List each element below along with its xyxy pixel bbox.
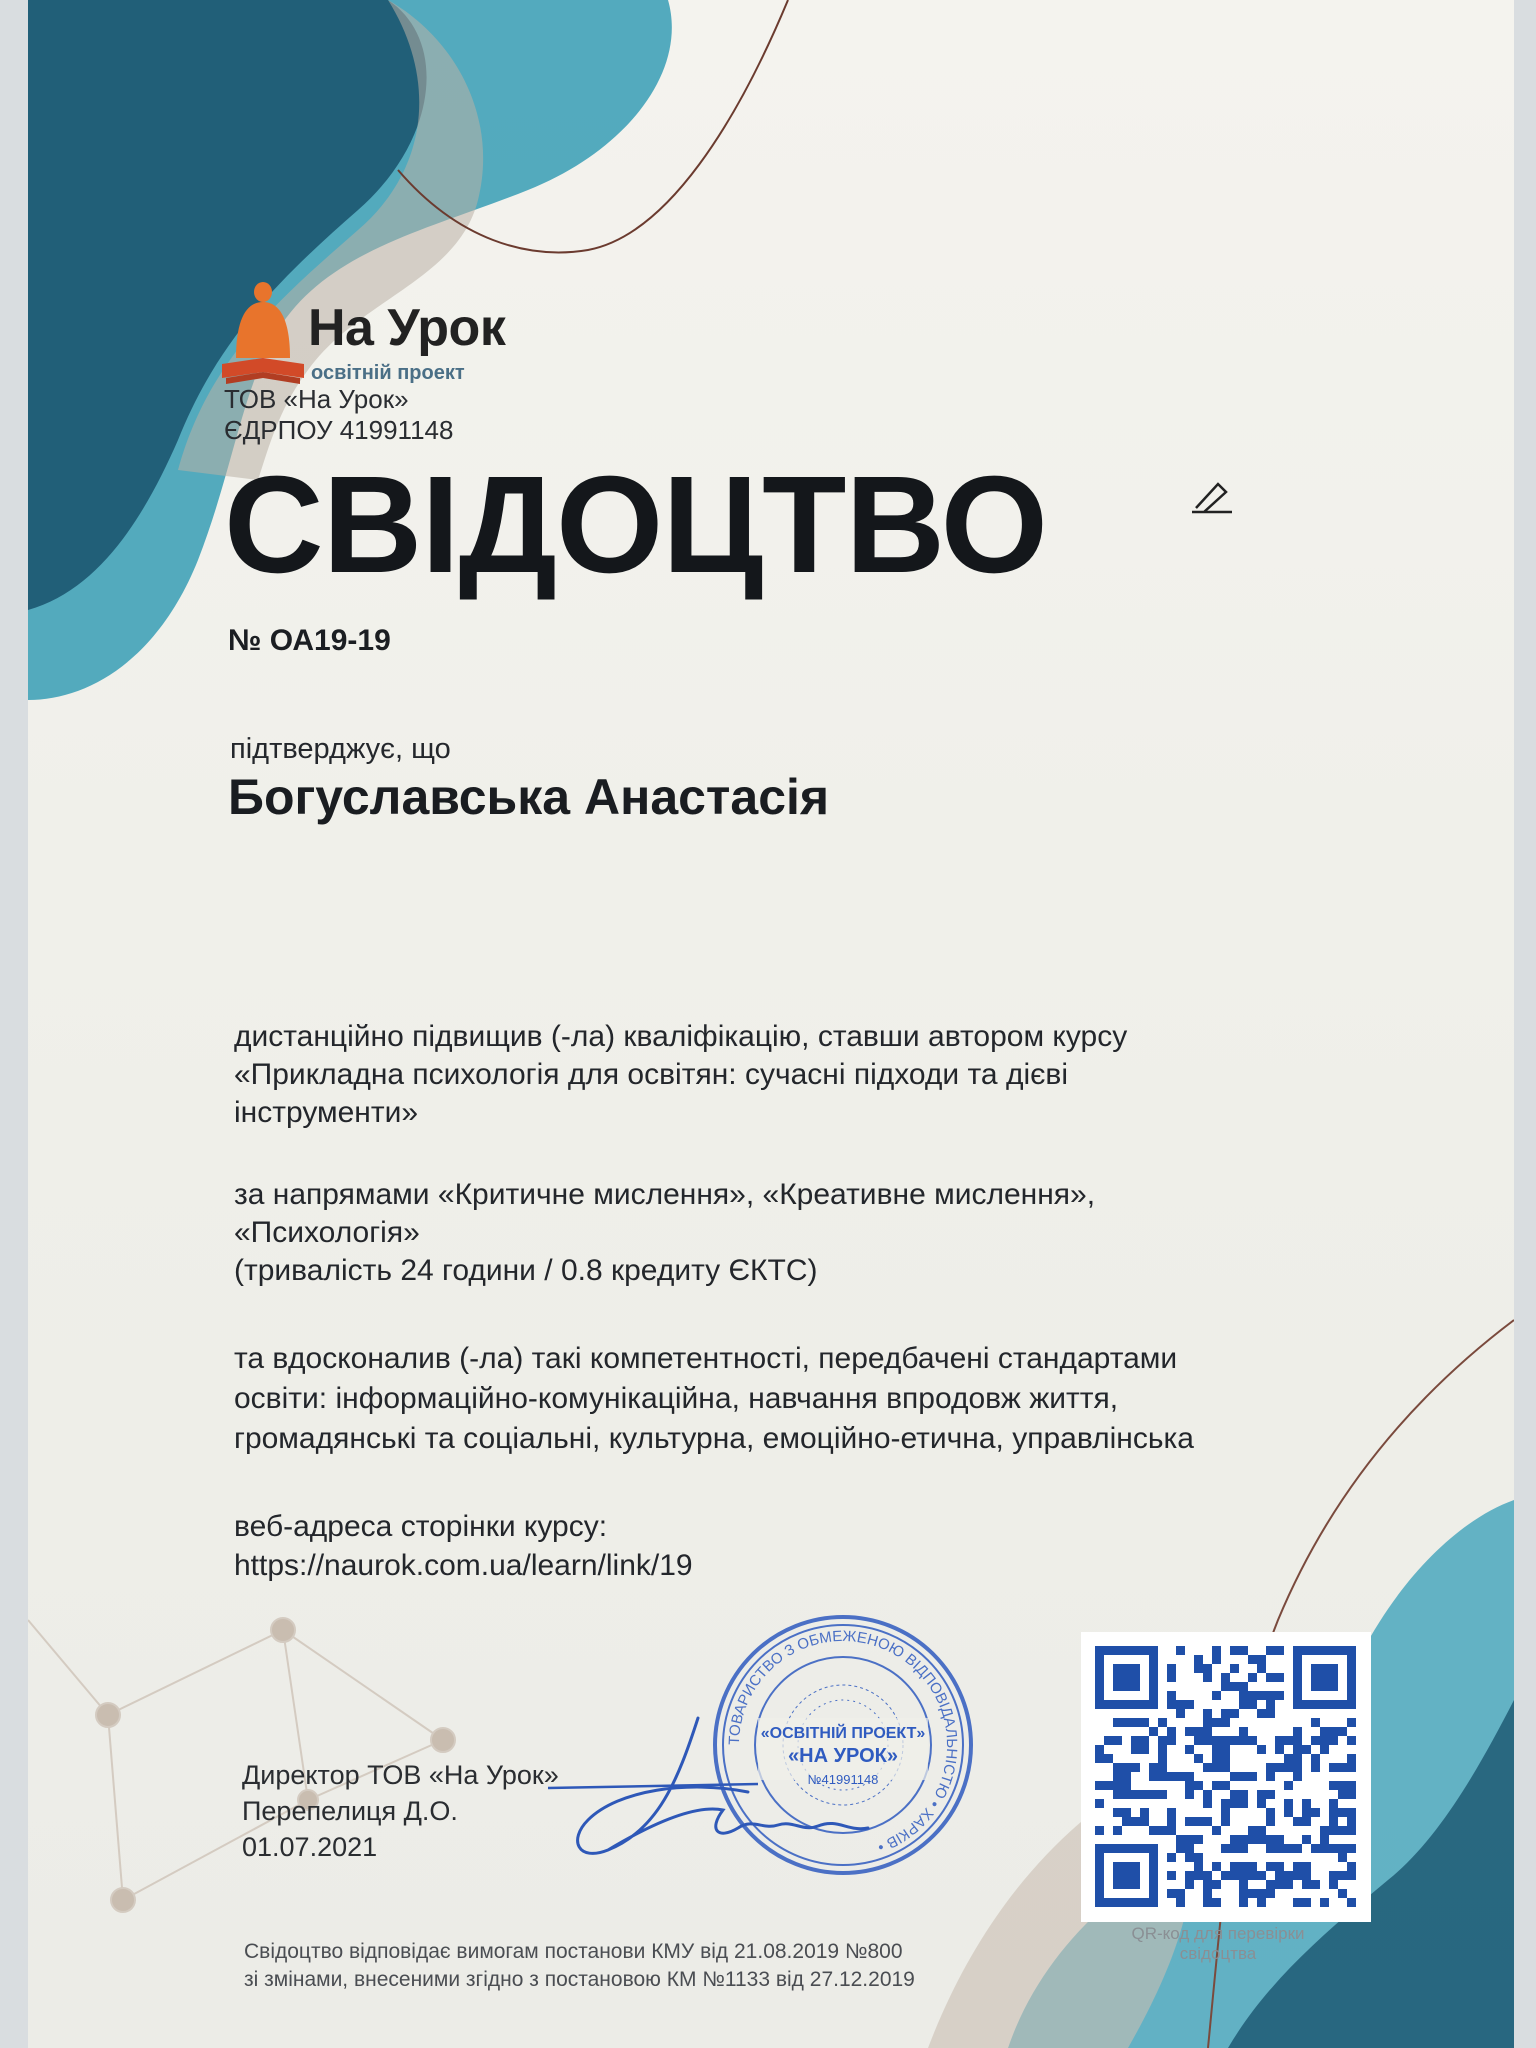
- company-name: ТОВ «На Урок»: [224, 384, 409, 414]
- recipient-name: Богуславська Анастасія: [228, 769, 830, 825]
- director-position: Директор ТОВ «На Урок»: [242, 1760, 559, 1790]
- edrpou-code: ЄДРПОУ 41991148: [224, 415, 454, 445]
- certificate-page: [28, 0, 1514, 2048]
- competencies-line: освіти: інформаційно-комунікаційна, навчання впродовж життя,: [234, 1382, 1119, 1415]
- course-title-line: інструменти»: [234, 1096, 419, 1129]
- qr-caption: QR-код для перевірки свідоцтва: [1131, 1924, 1305, 1963]
- svg-text:«НА УРОК»: «НА УРОК»: [788, 1745, 898, 1767]
- footer-line: зі змінами, внесеними згідно з постановою КМ №1133 від 27.12.2019: [244, 1968, 915, 1991]
- confirms-label: підтверджує, що: [230, 733, 451, 765]
- body-line: дистанційно підвищив (-ла) кваліфікацію, ставши автором курсу: [234, 1020, 1128, 1053]
- logo-name: На Урок: [308, 299, 506, 357]
- bell-on-book-icon: [218, 280, 308, 390]
- director-name: Перепелиця Д.О.: [242, 1796, 458, 1826]
- directions-line: «Психологія»: [234, 1216, 420, 1249]
- course-url: https://naurok.com.ua/learn/link/19: [234, 1549, 693, 1582]
- qr-code[interactable]: [1081, 1632, 1371, 1922]
- logo-subtitle: освітній проект: [311, 362, 465, 384]
- competencies-line: та вдосконалив (-ла) такі компетентності, передбачені стандартами: [234, 1342, 1178, 1375]
- svg-text:ТОВАРИСТВО З ОБМЕЖЕНОЮ ВІДПОВІ: ТОВАРИСТВО З ОБМЕЖЕНОЮ ВІДПОВІДАЛЬНІСТЮ • ХАРКІВ •: [725, 1627, 961, 1856]
- directions-line: за напрямами «Критичне мислення», «Креативне мислення»,: [234, 1178, 1096, 1211]
- duration-line: (тривалість 24 години / 0.8 кредиту ЄКТС): [234, 1254, 818, 1287]
- course-title-line: «Прикладна психологія для освітян: сучасні підходи та дієві: [234, 1058, 1069, 1091]
- pen-cursor-icon: [1188, 478, 1238, 518]
- certificate-number: № ОА19-19: [228, 624, 391, 657]
- course-url-label: веб-адреса сторінки курсу:: [234, 1510, 608, 1543]
- svg-text:№41991148: №41991148: [807, 1772, 879, 1787]
- certificate-title: СВІДОЦТВО: [224, 448, 1047, 602]
- director-signature: [548, 1700, 908, 1880]
- issue-date: 01.07.2021: [242, 1832, 378, 1862]
- footer-line: Свідоцтво відповідає вимогам постанови КМУ від 21.08.2019 №800: [244, 1940, 903, 1963]
- svg-text:«ОСВІТНІЙ ПРОЕКТ»: «ОСВІТНІЙ ПРОЕКТ»: [760, 1725, 926, 1742]
- competencies-line: громадянські та соціальні, культурна, емоційно-етична, управлінська: [234, 1422, 1194, 1455]
